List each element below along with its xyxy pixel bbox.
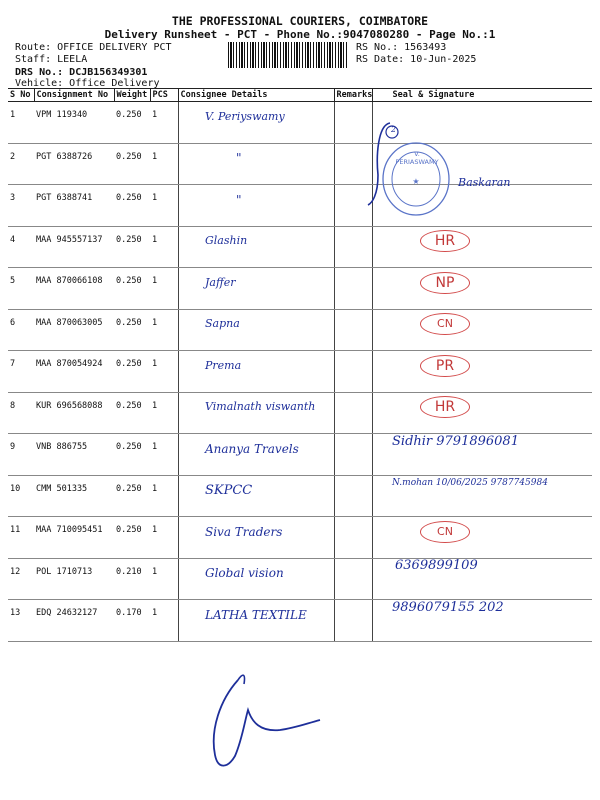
table-row <box>8 309 592 351</box>
pcs-cell: 1 <box>150 600 178 642</box>
seal-signature-cell <box>372 309 592 351</box>
consignee-handwriting: Jaffer <box>205 275 236 289</box>
consignment-cell: PGT 6388726 <box>34 143 114 185</box>
consignment-cell: EDQ 24632127 <box>34 600 114 642</box>
consignee-handwriting: Prema <box>205 358 242 372</box>
side-signature: Baskaran <box>458 176 511 189</box>
remarks-cell <box>334 475 372 517</box>
weight-cell: 0.250 <box>114 102 150 144</box>
sno-cell: 7 <box>8 351 34 393</box>
seal-signature-cell <box>372 517 592 559</box>
table-row <box>8 517 592 559</box>
delivery-stamp: NP <box>420 272 470 294</box>
consignee-cell <box>178 226 334 268</box>
weight-cell: 0.250 <box>114 185 150 227</box>
signature-scribble <box>180 660 350 780</box>
consignee-cell <box>178 475 334 517</box>
consignee-handwriting: Vimalnath viswanth <box>205 400 316 413</box>
column-header: Consignment No <box>34 89 114 102</box>
staff-label: Staff: LEELA <box>15 54 88 65</box>
remarks-cell <box>334 268 372 310</box>
consignment-cell: POL 1710713 <box>34 558 114 600</box>
pcs-cell: 1 <box>150 268 178 310</box>
remarks-cell <box>334 226 372 268</box>
consignee-cell <box>178 185 334 227</box>
remarks-cell <box>334 600 372 642</box>
table-row <box>8 185 592 227</box>
consignment-cell: PGT 6388741 <box>34 185 114 227</box>
sno-cell: 9 <box>8 434 34 476</box>
weight-cell: 0.250 <box>114 268 150 310</box>
consignee-handwriting: Global vision <box>205 566 284 580</box>
remarks-cell <box>334 434 372 476</box>
weight-cell: 0.170 <box>114 600 150 642</box>
sno-cell: 5 <box>8 268 34 310</box>
pcs-cell: 1 <box>150 517 178 559</box>
remarks-cell <box>334 517 372 559</box>
weight-cell: 0.250 <box>114 434 150 476</box>
weight-cell: 0.250 <box>114 226 150 268</box>
table-row <box>8 102 592 144</box>
route-label: Route: OFFICE DELIVERY PCT <box>15 42 172 53</box>
drs-number: DRS No.: DCJB156349301 <box>15 67 148 78</box>
receiver-signature: Sidhir 9791896081 <box>392 433 519 449</box>
remarks-cell <box>334 392 372 434</box>
weight-cell: 0.250 <box>114 475 150 517</box>
table-row <box>8 351 592 393</box>
seal-signature-cell <box>372 226 592 268</box>
consignment-cell: MAA 870054924 <box>34 351 114 393</box>
column-header: S No <box>8 89 34 102</box>
delivery-stamp: CN <box>420 313 470 335</box>
sno-cell: 1 <box>8 102 34 144</box>
consignee-handwriting: Siva Traders <box>205 524 283 539</box>
receiver-signature: N.mohan 10/06/2025 9787745984 <box>392 478 548 488</box>
consignee-handwriting: SKPCC <box>205 483 253 498</box>
table-row <box>8 268 592 310</box>
consignment-cell: MAA 870063005 <box>34 309 114 351</box>
remarks-cell <box>334 309 372 351</box>
sno-cell: 12 <box>8 558 34 600</box>
consignee-handwriting: " <box>236 192 242 207</box>
bracket-number: 2 <box>391 125 397 134</box>
delivery-stamp: HR <box>420 396 470 418</box>
seal-text: V. PERIASWAMY <box>395 150 439 166</box>
consignment-cell: MAA 710095451 <box>34 517 114 559</box>
document-title: THE PROFESSIONAL COURIERS, COIMBATORE <box>171 14 429 28</box>
rs-number: RS No.: 1563493 <box>356 42 447 53</box>
column-header: PCS <box>150 89 178 102</box>
consignment-cell: KUR 696568088 <box>34 392 114 434</box>
consignee-handwriting: Ananya Travels <box>205 441 299 456</box>
consignee-cell <box>178 268 334 310</box>
pcs-cell: 1 <box>150 143 178 185</box>
pcs-cell: 1 <box>150 185 178 227</box>
remarks-cell <box>334 351 372 393</box>
pcs-cell: 1 <box>150 475 178 517</box>
consignee-handwriting: " <box>236 151 242 165</box>
sno-cell: 3 <box>8 185 34 227</box>
svg-text:★: ★ <box>412 177 420 186</box>
sno-cell: 8 <box>8 392 34 434</box>
consignment-cell: VNB 886755 <box>34 434 114 476</box>
column-header: Consignee Details <box>178 89 334 102</box>
table-row <box>8 226 592 268</box>
delivery-stamp: PR <box>420 355 470 377</box>
sno-cell: 2 <box>8 143 34 185</box>
receiver-signature: 6369899109 <box>395 558 478 573</box>
remarks-cell <box>334 558 372 600</box>
column-header: Seal & Signature <box>372 89 592 102</box>
sno-cell: 4 <box>8 226 34 268</box>
column-header: Weight <box>114 89 150 102</box>
sno-cell: 10 <box>8 475 34 517</box>
consignee-cell <box>178 309 334 351</box>
seal-signature-cell <box>372 351 592 393</box>
weight-cell: 0.210 <box>114 558 150 600</box>
runsheet-table <box>8 88 592 642</box>
consignee-handwriting: LATHA TEXTILE <box>205 607 307 622</box>
pcs-cell: 1 <box>150 434 178 476</box>
weight-cell: 0.250 <box>114 392 150 434</box>
seal-signature-cell <box>372 268 592 310</box>
weight-cell: 0.250 <box>114 351 150 393</box>
pcs-cell: 1 <box>150 102 178 144</box>
consignee-handwriting: Sapna <box>205 317 240 330</box>
consignment-cell: MAA 870066108 <box>34 268 114 310</box>
consignee-handwriting: Glashin <box>205 234 248 247</box>
consignment-cell: CMM 501335 <box>34 475 114 517</box>
consignment-cell: MAA 945557137 <box>34 226 114 268</box>
document-subtitle: Delivery Runsheet - PCT - Phone No.:9047080280 - Page No.:1 <box>104 28 496 41</box>
barcode <box>228 42 348 68</box>
column-header: Remarks <box>334 89 372 102</box>
sno-cell: 11 <box>8 517 34 559</box>
delivery-stamp: HR <box>420 230 470 252</box>
rs-date: RS Date: 10-Jun-2025 <box>356 54 477 65</box>
table-header-row <box>8 89 592 102</box>
consignee-cell <box>178 143 334 185</box>
weight-cell: 0.250 <box>114 517 150 559</box>
sno-cell: 13 <box>8 600 34 642</box>
consignee-cell <box>178 351 334 393</box>
vehicle-label: Vehicle: Office Delivery <box>15 78 160 89</box>
weight-cell: 0.250 <box>114 143 150 185</box>
pcs-cell: 1 <box>150 392 178 434</box>
pcs-cell: 1 <box>150 309 178 351</box>
pcs-cell: 1 <box>150 351 178 393</box>
sno-cell: 6 <box>8 309 34 351</box>
pcs-cell: 1 <box>150 226 178 268</box>
weight-cell: 0.250 <box>114 309 150 351</box>
pcs-cell: 1 <box>150 558 178 600</box>
consignee-handwriting: V. Periyswamy <box>205 109 285 123</box>
receiver-signature: 9896079155 202 <box>392 599 504 615</box>
seal-signature-cell <box>372 392 592 434</box>
consignment-cell: VPM 119340 <box>34 102 114 144</box>
delivery-stamp: CN <box>420 521 470 543</box>
